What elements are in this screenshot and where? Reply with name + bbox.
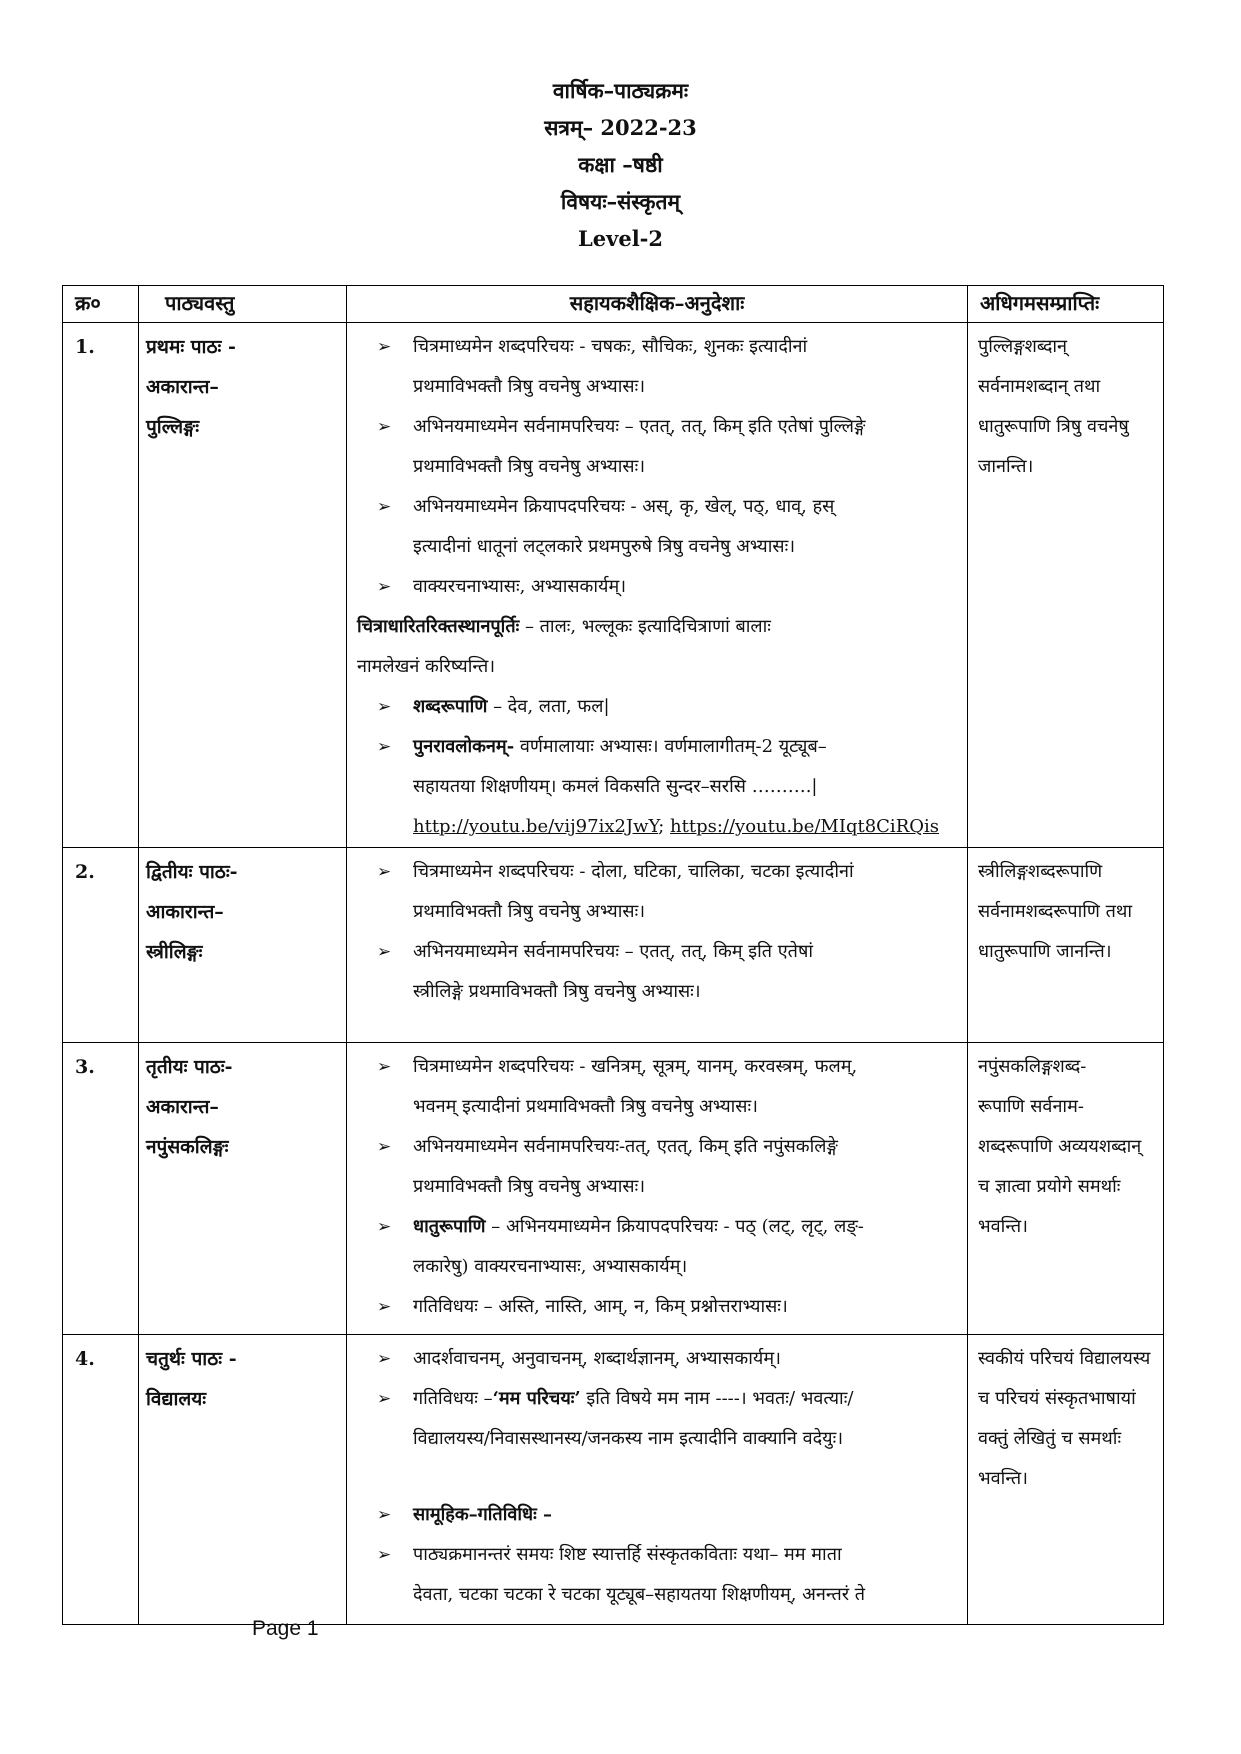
list-item: ➢ चित्रमाध्यमेन शब्दपरिचयः - दोला, घटिका, चालिका, चटका इत्यादीनां प्रथमाविभक्तौ त्रिषु वचनेषु अभ्यासः। bbox=[355, 852, 961, 932]
list-item: ➢ अभिनयमाध्यमेन सर्वनामपरिचयः – एतत्, तत्, किम् इति एतेषां स्त्रीलिङ्गे प्रथमाविभक्तौ त्रिषु वचनेषु अभ्यासः। bbox=[355, 932, 961, 1012]
lesson-title: द्वितीयः पाठः- bbox=[146, 861, 238, 883]
list-item: ➢ गतिविधयः – अस्ति, नास्ति, आम्, न, किम् प्रश्नोत्तराभ्यासः। bbox=[355, 1287, 961, 1327]
lesson-cell bbox=[139, 1335, 347, 1625]
lesson-title: प्रथमः पाठः - bbox=[146, 336, 236, 358]
arrowhead-bullet-icon: ➢ bbox=[377, 1217, 392, 1237]
list-item: ➢ शब्दरूपाणि – देव, लता, फल| bbox=[355, 687, 961, 727]
list-item: ➢ धातुरूपाणि – अभिनयमाध्यमेन क्रियापदपरिचयः - पठ् (लट्, लृट्, लङ्- लकारेषु) वाक्यरचनाभ्यासः, अभ्यासकार्यम्। bbox=[355, 1207, 961, 1287]
col-header-activities: सहायकशैक्षिक–अनुदेशाः bbox=[347, 286, 968, 323]
arrowhead-bullet-icon: ➢ bbox=[377, 1137, 392, 1157]
lesson-gender: स्त्रीलिङ्गः bbox=[146, 941, 203, 963]
outcome-cell: स्त्रीलिङ्गशब्दरूपाणि सर्वनामशब्दरूपाणि तथा धातुरूपाणि जानन्ति। bbox=[968, 848, 1164, 1043]
outcome-cell: पुल्लिङ्गशब्दान् सर्वनामशब्दान् तथा धातुरूपाणि त्रिषु वचनेषु जानन्ति। bbox=[968, 323, 1164, 848]
arrowhead-bullet-icon: ➢ bbox=[377, 1505, 392, 1525]
col-header-outcome: अधिगमसम्प्राप्तिः bbox=[968, 286, 1164, 323]
list-item: ➢ अभिनयमाध्यमेन सर्वनामपरिचयः-तत्, एतत्, किम् इति नपुंसकलिङ्गे प्रथमाविभक्तौ त्रिषु वचनेषु अभ्यासः। bbox=[355, 1127, 961, 1207]
class-name: कक्षा –षष्ठी bbox=[578, 152, 663, 177]
youtube-link-2[interactable]: https://youtu.be/MIqt8CiRQis bbox=[670, 816, 939, 837]
list-item: ➢ चित्रमाध्यमेन शब्दपरिचयः - चषकः, सौचिकः, शुनकः इत्यादीनां प्रथमाविभक्तौ त्रिषु वचनेषु अभ्यासः। bbox=[355, 327, 961, 407]
arrowhead-bullet-icon: ➢ bbox=[377, 1349, 392, 1369]
lesson-cell bbox=[139, 1043, 347, 1335]
list-item: ➢ आदर्शवाचनम्, अनुवाचनम्, शब्दार्थज्ञानम्, अभ्यासकार्यम्। bbox=[355, 1339, 961, 1379]
lesson-ending: अकारान्त– bbox=[146, 376, 219, 398]
table-row bbox=[63, 1043, 1164, 1335]
lesson-ending: अकारान्त– bbox=[146, 1096, 219, 1118]
lesson-title: तृतीयः पाठः- bbox=[146, 1056, 233, 1078]
arrowhead-bullet-icon: ➢ bbox=[377, 577, 392, 597]
youtube-link-1[interactable]: http://youtu.be/vij97ix2JwY bbox=[413, 816, 659, 837]
activities-cell bbox=[347, 848, 968, 1043]
activities-cell bbox=[347, 1335, 968, 1625]
row-number: 3. bbox=[63, 1043, 139, 1335]
arrowhead-bullet-icon: ➢ bbox=[377, 337, 392, 357]
row-number: 2. bbox=[63, 848, 139, 1043]
arrowhead-bullet-icon: ➢ bbox=[377, 737, 392, 757]
list-item: ➢ पुनरावलोकनम्- वर्णमालायाः अभ्यासः। वर्णमालागीतम्-2 यूट्यूब– सहायतया शिक्षणीयम्। कमलं विकसति सुन्दर–सरसि ……….| http://youtu.be/vij97ix2JwY; https://youtu.be/MIqt8CiRQis bbox=[355, 727, 961, 847]
page-number: Page 1 bbox=[252, 1617, 319, 1640]
col-header-subject: पाठ्यवस्तु bbox=[139, 286, 347, 323]
activities-cell bbox=[347, 1043, 968, 1335]
table-row bbox=[63, 1335, 1164, 1625]
arrowhead-bullet-icon: ➢ bbox=[377, 1057, 392, 1077]
list-item: ➢ गतिविधयः –‘मम परिचयः’ इति विषये मम नाम ----। भवतः/ भवत्याः/ विद्यालयस्य/निवासस्थानस्य/जनकस्य नाम इत्यादीनि वाक्यानि वदेयुः। bbox=[355, 1379, 961, 1459]
arrowhead-bullet-icon: ➢ bbox=[377, 1297, 392, 1317]
fill-in-blanks-note: चित्राधारितरिक्तस्थानपूर्तिः – तालः, भल्लूकः इत्यादिचित्राणां बालाः नामलेखनं करिष्यन्ति। bbox=[357, 616, 771, 677]
arrowhead-bullet-icon: ➢ bbox=[377, 942, 392, 962]
list-item: ➢ सामूहिक–गतिविधिः – bbox=[355, 1495, 961, 1535]
title: वार्षिक–पाठ्यक्रमः bbox=[552, 78, 689, 103]
arrowhead-bullet-icon: ➢ bbox=[377, 1389, 392, 1409]
table-row bbox=[63, 848, 1164, 1043]
lesson-ending: आकारान्त– bbox=[146, 901, 224, 923]
lesson-gender: नपुंसकलिङ्गः bbox=[146, 1136, 229, 1158]
col-header-no: क्र० bbox=[63, 286, 139, 323]
outcome-cell: नपुंसकलिङ्गशब्द- रूपाणि सर्वनाम- शब्दरूपाणि अव्ययशब्दान् च ज्ञात्वा प्रयोगे समर्थाः भवन्ति। bbox=[968, 1043, 1164, 1335]
list-item: ➢ चित्रमाध्यमेन शब्दपरिचयः - खनित्रम्, सूत्रम्, यानम्, करवस्त्रम्, फलम्, भवनम् इत्यादीनां प्रथमाविभक्तौ त्रिषु वचनेषु अभ्यासः। bbox=[355, 1047, 961, 1127]
list-item: ➢ अभिनयमाध्यमेन क्रियापदपरिचयः - अस्, कृ, खेल्, पठ्, धाव्, हस् इत्यादीनां धातूनां लट्लकारे प्रथमपुरुषे त्रिषु वचनेषु अभ्यासः। bbox=[355, 487, 961, 567]
lesson-cell bbox=[139, 848, 347, 1043]
arrowhead-bullet-icon: ➢ bbox=[377, 497, 392, 517]
list-item: ➢ अभिनयमाध्यमेन सर्वनामपरिचयः – एतत्, तत्, किम् इति एतेषां पुल्लिङ्गे प्रथमाविभक्तौ त्रिषु वचनेषु अभ्यासः। bbox=[355, 407, 961, 487]
subject-name: विषयः–संस्कृतम् bbox=[560, 189, 681, 214]
row-number: 1. bbox=[63, 323, 139, 848]
table-header-row bbox=[63, 286, 1164, 323]
activities-cell bbox=[347, 323, 968, 848]
lesson-topic: विद्यालयः bbox=[146, 1388, 207, 1410]
row-number: 4. bbox=[63, 1335, 139, 1625]
table-row bbox=[63, 323, 1164, 848]
lesson-cell bbox=[139, 323, 347, 848]
arrowhead-bullet-icon: ➢ bbox=[377, 697, 392, 717]
arrowhead-bullet-icon: ➢ bbox=[377, 417, 392, 437]
arrowhead-bullet-icon: ➢ bbox=[377, 1545, 392, 1565]
level: Level-2 bbox=[578, 226, 663, 251]
list-item: ➢ पाठ्यक्रमानन्तरं समयः शिष्ट स्यात्तर्हि संस्कृतकविताः यथा– मम माता देवता, चटका चटका रे चटका यूट्यूब–सहायतया शिक्षणीयम्, अनन्तरं ते bbox=[355, 1535, 961, 1615]
lesson-title: चतुर्थः पाठः - bbox=[146, 1348, 237, 1370]
document-header bbox=[0, 80, 1241, 265]
list-item: ➢ वाक्यरचनाभ्यासः, अभ्यासकार्यम्। bbox=[355, 567, 961, 607]
session: सत्रम्– 2022-23 bbox=[544, 115, 697, 140]
syllabus-table bbox=[62, 285, 1164, 1625]
outcome-cell: स्वकीयं परिचयं विद्यालयस्य च परिचयं संस्कृतभाषायां वक्तुं लेखितुं च समर्थाः भवन्ति। bbox=[968, 1335, 1164, 1625]
lesson-gender: पुल्लिङ्गः bbox=[146, 416, 200, 438]
arrowhead-bullet-icon: ➢ bbox=[377, 862, 392, 882]
